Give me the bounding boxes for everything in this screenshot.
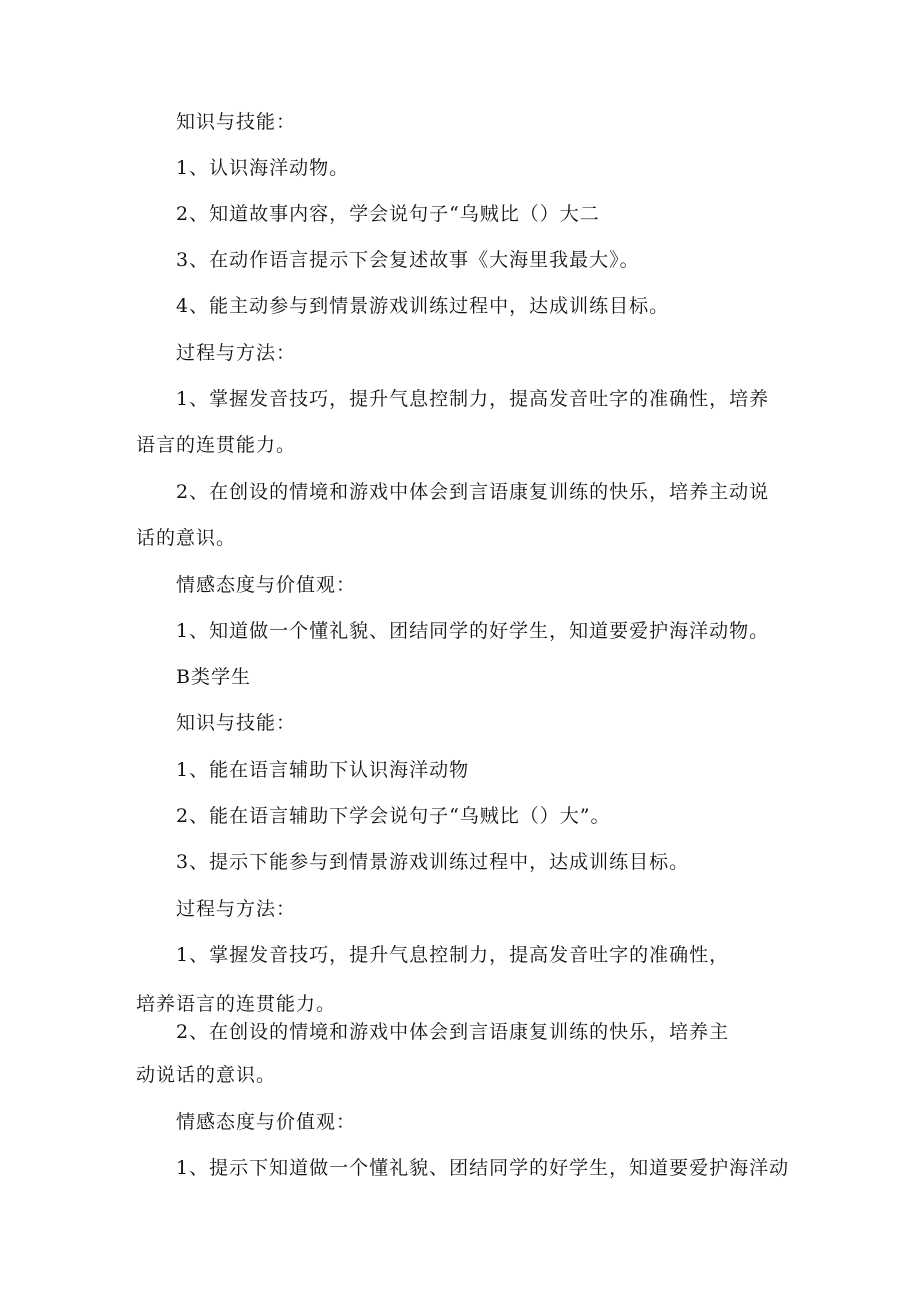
b-attitude-heading: 情感态度与价值观： [176, 1111, 357, 1133]
a-knowledge-item-2: 2、知道故事内容，学会说句子“乌贼比（）大二 [176, 203, 600, 225]
b-process-item-1-line-1: 1、掌握发音技巧，提升气息控制力，提高发音吐字的准确性， [176, 944, 730, 966]
a-attitude-item-1: 1、知道做一个懂礼貌、团结同学的好学生，知道要爱护海洋动物。 [176, 620, 770, 642]
b-knowledge-heading: 知识与技能： [176, 712, 297, 734]
a-process-item-2-line-1: 2、在创设的情境和游戏中体会到言语康复训练的快乐，培养主动说 [176, 481, 770, 503]
b-knowledge-item-3: 3、提示下能参与到情景游戏训练过程中，达成训练目标。 [176, 851, 690, 873]
a-process-item-1-line-2: 语言的连贯能力。 [136, 434, 297, 456]
b-process-item-1-line-2: 培养语言的连贯能力。 [136, 993, 337, 1015]
b-process-heading: 过程与方法： [176, 898, 297, 920]
a-knowledge-item-1: 1、认识海洋动物。 [176, 157, 350, 179]
a-process-heading: 过程与方法： [176, 342, 297, 364]
b-knowledge-item-1: 1、能在语言辅助下认识海洋动物 [176, 759, 470, 781]
a-knowledge-item-4: 4、能主动参与到情景游戏训练过程中，达成训练目标。 [176, 295, 670, 317]
a-process-item-2-line-2: 话的意识。 [136, 527, 237, 549]
b-section-heading: B类学生 [176, 666, 251, 688]
b-knowledge-item-2: 2、能在语言辅助下学会说句子“乌贼比（）大”。 [176, 805, 611, 827]
b-process-item-2-line-2: 动说话的意识。 [136, 1064, 277, 1086]
a-knowledge-item-3: 3、在动作语言提示下会复述故事《大海里我最大》。 [176, 249, 640, 271]
b-process-item-2-line-1: 2、在创设的情境和游戏中体会到言语康复训练的快乐，培养主 [176, 1021, 730, 1043]
a-attitude-heading: 情感态度与价值观： [176, 574, 357, 596]
a-knowledge-heading: 知识与技能： [176, 111, 297, 133]
b-attitude-item-1: 1、提示下知道做一个懂礼貌、团结同学的好学生，知道要爱护海洋动 [176, 1157, 790, 1179]
a-process-item-1-line-1: 1、掌握发音技巧，提升气息控制力，提高发音吐字的准确性，培养 [176, 388, 770, 410]
